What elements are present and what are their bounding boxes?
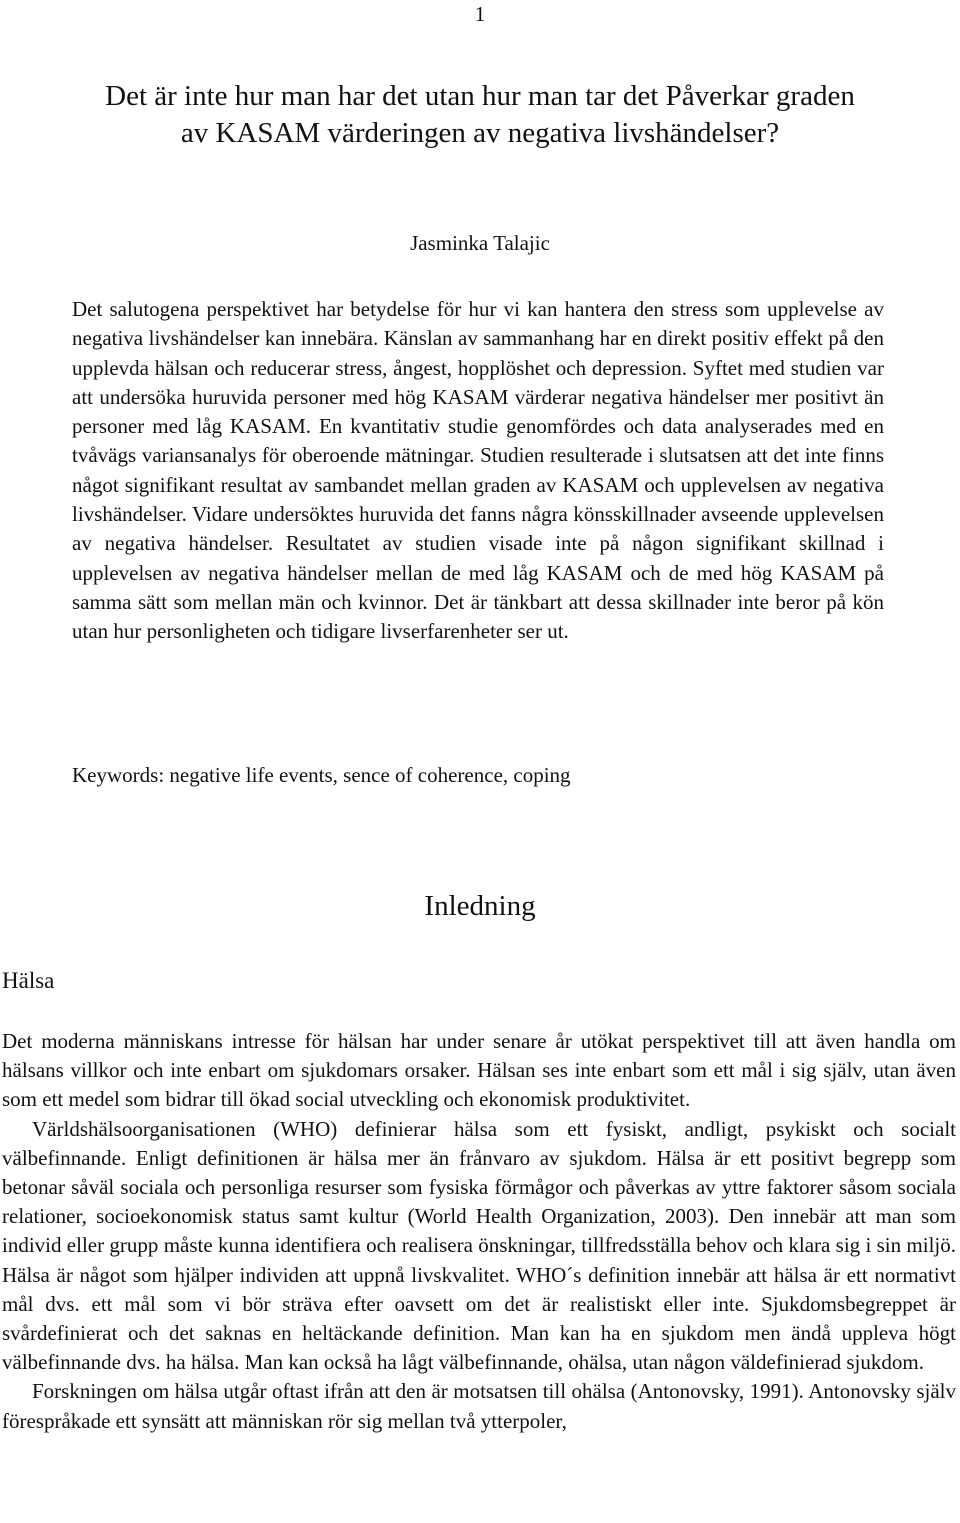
page-number: 1 xyxy=(474,2,486,26)
keywords-line: Keywords: negative life events, sence of coherence, coping xyxy=(72,763,571,787)
body-paragraph: Forskningen om hälsa utgår oftast ifrån att den är motsatsen till ohälsa (Antonovsky, 1991). Antonovsky själv förespråkade ett synsätt att människan rör sig mellan två ytterpoler, xyxy=(2,1379,956,1433)
abstract-paragraph: Det salutogena perspektivet har betydelse för hur vi kan hantera den stress som upplevelse av negativa livshändelser kan innebära. Känslan av sammanhang har en direkt positiv effekt på den upplevda hälsan och reducerar stress, ångest, hopplöshet och depression. Syftet med studien var att undersöka huruvida personer med hög KASAM värderar negativa händelser mer positivt än personer med låg KASAM. En kvantitativ studie genomfördes och data analyserades med en tvåvägs variansanalys för oberoende mätningar. Studien resulterade i slutsatsen att det inte finns något signifikant resultat av sambandet mellan graden av KASAM och upplevelsen av negativa livshändelser. Vidare undersöktes huruvida det fanns några könsskillnader avseende upplevelsen av negativa händelser. Resultatet av studien visade inte på någon signifikant skillnad i upplevelsen av negativa händelser mellan de med låg KASAM och de med hög KASAM på samma sätt som mellan män och kvinnor. Det är tänkbart att dessa skillnader inte beror på kön utan hur personligheten och tidigare livserfarenheter ser ut. xyxy=(72,297,884,644)
document-title: Det är inte hur man har det utan hur man tar det Påverkar graden av KASAM värderingen av negativa livshändelser? xyxy=(105,80,855,149)
subsection-heading-halsa: Hälsa xyxy=(2,968,55,993)
section-heading-inledning: Inledning xyxy=(424,890,536,922)
body-paragraph: Världshälsoorganisationen (WHO) definierar hälsa som ett fysiskt, andligt, psykiskt och socialt välbefinnande. Enligt definitionen är hälsa mer än frånvaro av sjukdom. Hälsa är ett positivt begrepp som betonar såväl sociala och personliga resurser som fysiska förmågor och påverkas av yttre faktorer såsom sociala relationer, socioekonomisk status samt kultur (World Health Organization, 2003). Den innebär att man som individ eller grupp måste kunna identifiera och realisera önskningar, tillfredsställa behov och klara sig i sin miljö. Hälsa är något som hjälper individen att uppnå livskvalitet. WHO´s definition innebär att hälsa är ett normativt mål dvs. ett mål som vi bör sträva efter oavsett om det är realistiskt eller inte. Sjukdomsbegreppet är svårdefinierat och det saknas en heltäckande definition. Man kan ha en sjukdom men ändå uppleva högt välbefinnande dvs. ha hälsa. Man kan också ha lågt välbefinnande, ohälsa, utan någon väldefinierad sjukdom. xyxy=(2,1116,956,1375)
body-text xyxy=(2,1027,956,1436)
author-name: Jasminka Talajic xyxy=(410,231,550,255)
body-paragraph: Det moderna människans intresse för hälsan har under senare år utökat perspektivet till att även handla om hälsans villkor och inte enbart om sjukdomars orsaker. Hälsan ses inte enbart som ett mål i sig själv, utan även som ett medel som bidrar till ökad social utveckling och ekonomisk produktivitet. xyxy=(2,1029,956,1112)
